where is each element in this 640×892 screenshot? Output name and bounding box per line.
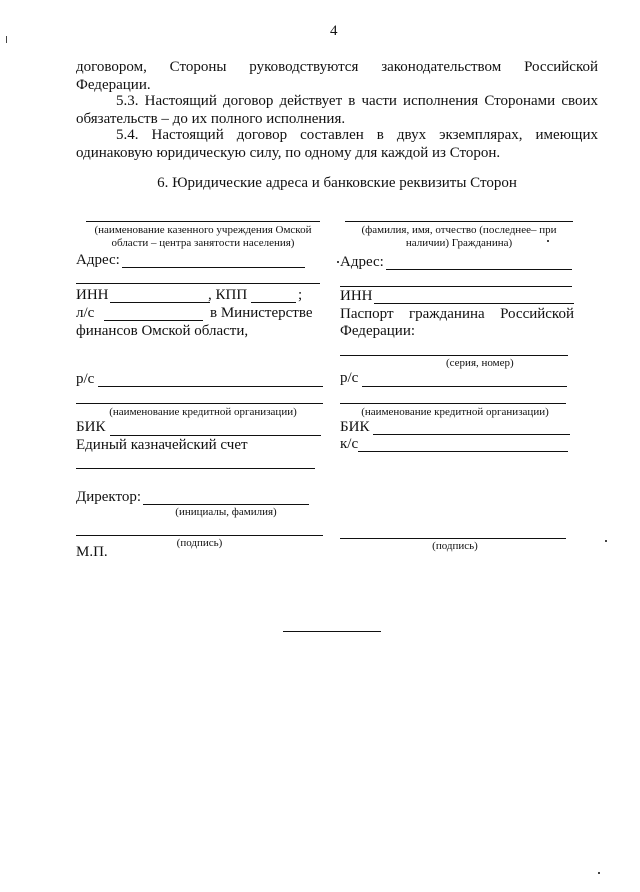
scan-speck — [598, 872, 600, 874]
address-label: Адрес: — [340, 254, 384, 270]
intro-line: договором, Стороны руководствуются законодательством Российской — [76, 59, 598, 75]
clause-5-3: 5.3. Настоящий договор действует в части исполнения Сторонами своих — [116, 93, 598, 109]
clause-5-3-cont: обязательств – до их полного исполнения. — [76, 111, 346, 127]
left-signature-line[interactable] — [76, 535, 323, 536]
org-caption: (наименование казенного учреждения Омской — [94, 224, 312, 236]
bik-field[interactable] — [373, 434, 570, 435]
citizen-caption: (фамилия, имя, отчество (последнее– при — [361, 224, 557, 236]
rs-label: р/с — [76, 371, 95, 387]
intro-line: Федерации. — [76, 77, 151, 93]
org-name-line — [86, 221, 320, 222]
kpp-field[interactable] — [251, 302, 296, 303]
kpp-semicolon: ; — [298, 287, 303, 303]
rs-field[interactable] — [98, 386, 323, 387]
address-field-2[interactable] — [340, 286, 572, 287]
bik-label: БИК — [76, 419, 106, 435]
scan-speck — [337, 261, 339, 263]
page-number: 4 — [330, 23, 338, 39]
rs-field[interactable] — [362, 386, 567, 387]
clause-5-4: 5.4. Настоящий договор составлен в двух экземплярах, имеющих — [116, 127, 598, 143]
signature-caption: (подпись) — [176, 537, 223, 549]
right-signature-line[interactable] — [340, 538, 566, 539]
director-label: Директор: — [76, 489, 142, 505]
section-title: 6. Юридические адреса и банковские реквизиты Сторон — [157, 175, 517, 191]
treasury-account-label: Единый казначейский счет — [76, 437, 248, 453]
inn-label: ИНН — [340, 288, 373, 304]
scan-speck — [547, 240, 549, 242]
citizen-caption: наличии) Гражданина) — [405, 237, 513, 249]
inn-field[interactable] — [110, 302, 210, 303]
org-caption: области – центра занятости населения) — [111, 237, 295, 249]
bank-name-line[interactable] — [340, 403, 566, 404]
signature-caption: (подпись) — [432, 540, 478, 552]
passport-field[interactable] — [340, 355, 568, 356]
bank-caption: (наименование кредитной организации) — [361, 406, 549, 418]
rs-label: р/с — [340, 370, 359, 386]
scan-speck — [6, 36, 7, 43]
ls-label: л/с — [76, 305, 95, 321]
director-field[interactable] — [143, 504, 309, 505]
ls-ministry: в Министерстве — [210, 305, 313, 321]
series-caption: (серия, номер) — [446, 357, 514, 369]
address-label: Адрес: — [76, 252, 120, 268]
ks-label: к/с — [340, 436, 359, 452]
bank-name-line[interactable] — [76, 403, 323, 404]
address-field-2[interactable] — [76, 283, 320, 284]
ls-ministry-cont: финансов Омской области, — [76, 323, 249, 339]
kpp-label: , КПП — [208, 287, 248, 303]
inn-field[interactable] — [374, 303, 574, 304]
ks-field[interactable] — [358, 451, 568, 452]
ls-field[interactable] — [104, 320, 203, 321]
bank-caption: (наименование кредитной организации) — [109, 406, 297, 418]
bik-label: БИК — [340, 419, 370, 435]
scan-speck — [605, 540, 607, 542]
stamp-label: М.П. — [76, 544, 108, 560]
address-field[interactable] — [386, 269, 572, 270]
address-field[interactable] — [122, 267, 305, 268]
initials-caption: (инициалы, фамилия) — [175, 506, 277, 518]
passport-label-cont: Федерации: — [340, 323, 416, 339]
end-rule — [283, 631, 381, 632]
inn-label: ИНН — [76, 287, 109, 303]
treasury-account-field[interactable] — [76, 468, 315, 469]
passport-label: Паспорт гражданина Российской — [340, 306, 574, 322]
citizen-name-line[interactable] — [345, 221, 573, 222]
clause-5-4-cont: одинаковую юридическую силу, по одному для каждой из Сторон. — [76, 145, 501, 161]
